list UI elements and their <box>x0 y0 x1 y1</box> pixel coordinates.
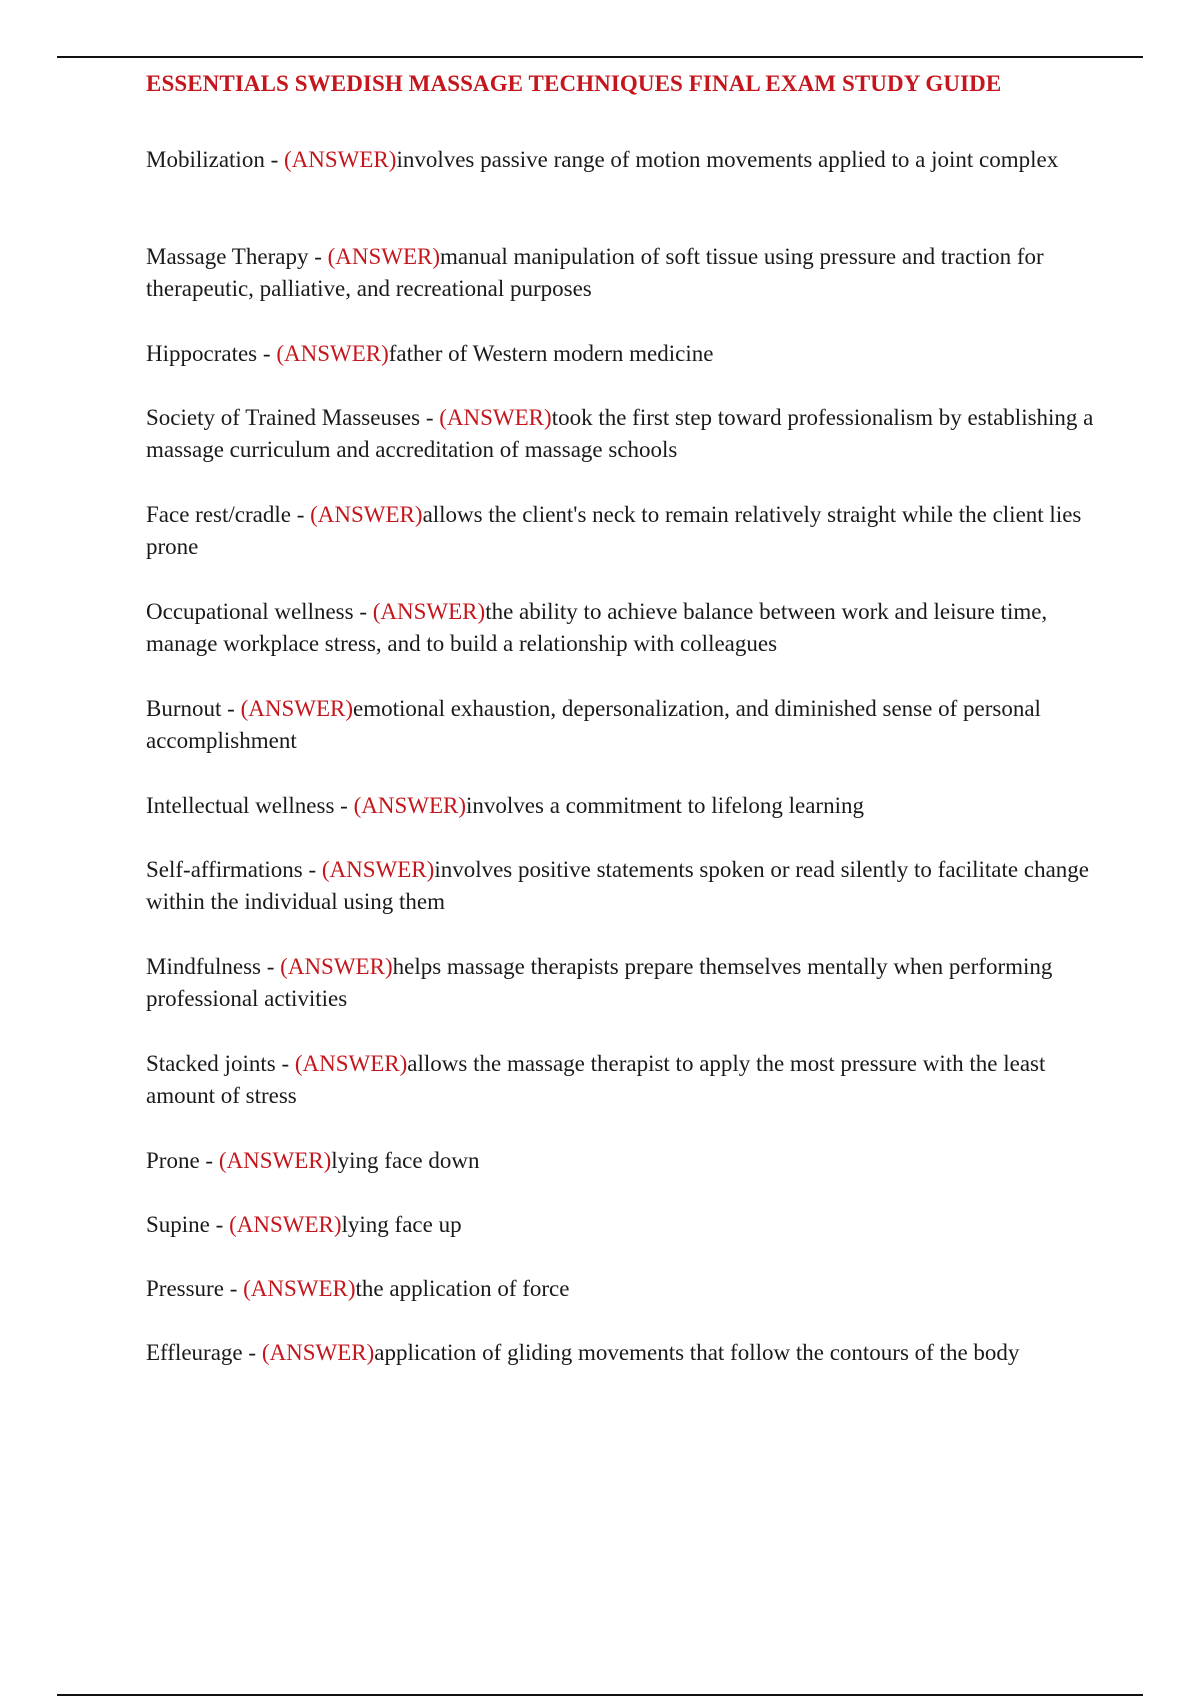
entry-definition: lying face up <box>341 1212 462 1237</box>
entry-separator: - <box>334 793 354 818</box>
entry-term: Face rest/cradle <box>146 502 291 527</box>
entry-term: Massage Therapy <box>146 244 309 269</box>
entry-separator: - <box>257 341 277 366</box>
entry-definition: allows the client's neck to remain relatively straight while the client lies prone <box>146 502 1082 559</box>
entry-definition: manual manipulation of soft tissue using pressure and traction for therapeutic, palliative, and recreational purposes <box>146 244 1044 301</box>
answer-label: (ANSWER) <box>240 696 353 721</box>
entry-term: Prone <box>146 1148 200 1173</box>
entry-term: Supine <box>146 1212 210 1237</box>
study-entry <box>146 693 1096 757</box>
entry-term: Intellectual wellness <box>146 793 335 818</box>
study-entry <box>146 1209 1096 1241</box>
entry-separator: - <box>199 1148 219 1173</box>
entry-term: Society of Trained Masseuses <box>146 405 421 430</box>
entry-definition: the ability to achieve balance between work and leisure time, manage workplace stress, and to build a relationship with colleagues <box>146 599 1048 656</box>
entry-term: Mobilization <box>146 147 265 172</box>
answer-label: (ANSWER) <box>439 405 552 430</box>
entry-definition: took the first step toward professionalism by establishing a massage curriculum and accreditation of massage schools <box>146 405 1094 462</box>
study-entry <box>146 596 1096 660</box>
entry-definition: lying face down <box>331 1148 480 1173</box>
study-entry <box>146 951 1096 1015</box>
entry-definition: involves positive statements spoken or read silently to facilitate change within the individual using them <box>146 857 1089 914</box>
entry-separator: - <box>209 1212 230 1237</box>
study-entry <box>146 144 1096 176</box>
bottom-rule <box>57 1694 1143 1696</box>
entry-separator: - <box>264 147 284 172</box>
entry-definition: involves passive range of motion movements applied to a joint complex <box>396 147 1059 172</box>
answer-label: (ANSWER) <box>218 1148 332 1173</box>
study-entry <box>146 499 1096 563</box>
entry-term: Self-affirmations <box>146 857 303 882</box>
entry-term: Effleurage <box>146 1340 243 1365</box>
entry-term: Mindfulness <box>146 954 261 979</box>
answer-label: (ANSWER) <box>243 1276 356 1301</box>
entry-separator: - <box>223 1276 244 1301</box>
page-title: ESSENTIALS SWEDISH MASSAGE TECHNIQUES FINAL EXAM STUDY GUIDE <box>146 71 1002 96</box>
study-entry <box>146 241 1096 305</box>
answer-label: (ANSWER) <box>276 341 389 366</box>
study-entry <box>146 1273 1096 1305</box>
answer-label: (ANSWER) <box>321 857 435 882</box>
study-entry <box>146 790 1096 822</box>
entry-term: Pressure <box>146 1276 224 1301</box>
entry-separator: - <box>261 954 281 979</box>
entry-definition: application of gliding movements that follow the contours of the body <box>374 1340 1020 1365</box>
entry-separator: - <box>242 1340 262 1365</box>
entry-definition: father of Western modern medicine <box>388 341 714 366</box>
study-entry <box>146 402 1096 466</box>
entry-definition: helps massage therapists prepare themselves mentally when performing professional activities <box>146 954 1053 1011</box>
entry-separator: - <box>290 502 311 527</box>
answer-label: (ANSWER) <box>229 1212 342 1237</box>
answer-label: (ANSWER) <box>261 1340 375 1365</box>
answer-label: (ANSWER) <box>353 793 467 818</box>
entry-separator: - <box>308 244 328 269</box>
answer-label: (ANSWER) <box>294 1051 408 1076</box>
study-entry <box>146 854 1096 918</box>
study-entry <box>146 338 1096 370</box>
answer-label: (ANSWER) <box>310 502 423 527</box>
entry-definition: emotional exhaustion, depersonalization, and diminished sense of personal accomplishment <box>146 696 1041 753</box>
study-entry <box>146 1337 1096 1369</box>
entry-term: Occupational wellness <box>146 599 354 624</box>
entry-separator: - <box>353 599 373 624</box>
study-entry <box>146 1145 1096 1177</box>
answer-label: (ANSWER) <box>372 599 486 624</box>
entry-term: Stacked joints <box>146 1051 276 1076</box>
answer-label: (ANSWER) <box>280 954 393 979</box>
entry-separator: - <box>221 696 241 721</box>
entry-separator: - <box>275 1051 295 1076</box>
entry-separator: - <box>420 405 440 430</box>
entry-definition: allows the massage therapist to apply the most pressure with the least amount of stress <box>146 1051 1046 1108</box>
study-entry <box>146 1048 1096 1112</box>
entry-term: Burnout <box>146 696 222 721</box>
answer-label: (ANSWER) <box>327 244 441 269</box>
answer-label: (ANSWER) <box>284 147 397 172</box>
top-rule <box>57 56 1143 58</box>
entry-definition: the application of force <box>355 1276 570 1301</box>
entry-definition: involves a commitment to lifelong learning <box>466 793 864 818</box>
entry-term: Hippocrates <box>146 341 258 366</box>
entry-separator: - <box>302 857 322 882</box>
